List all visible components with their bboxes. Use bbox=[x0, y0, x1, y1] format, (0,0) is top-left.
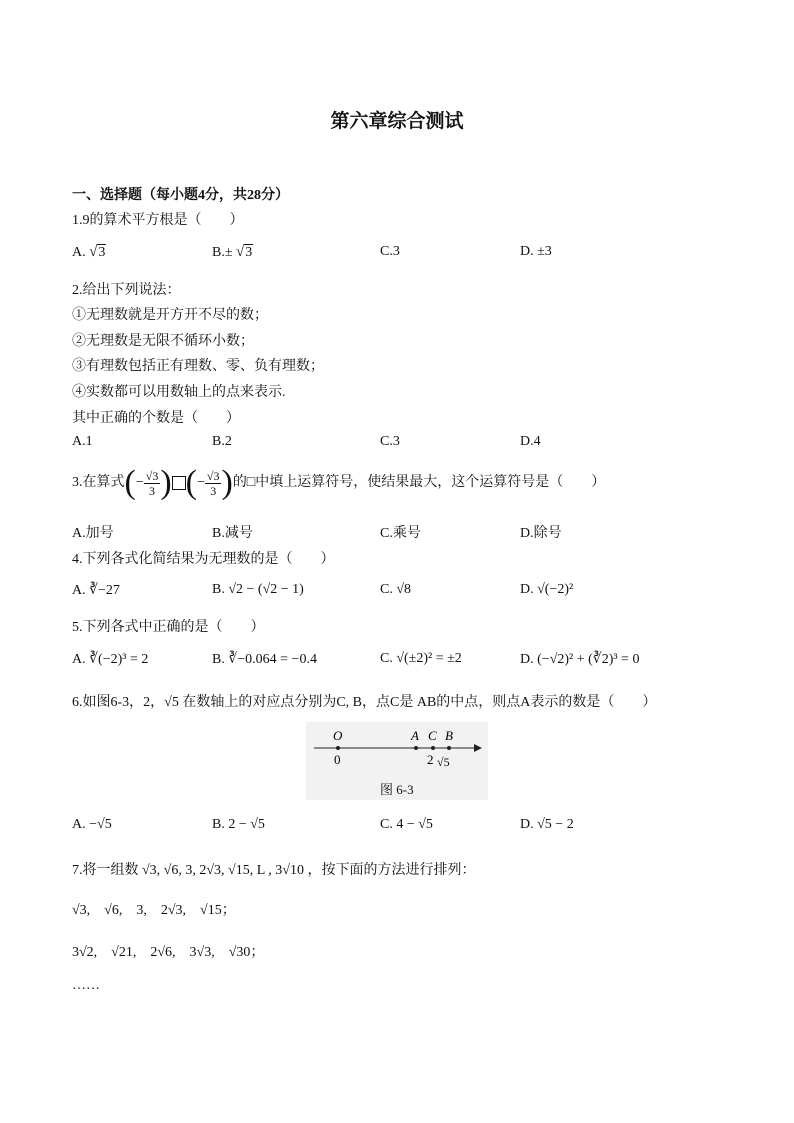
q3-option-a: A.加号 bbox=[72, 526, 114, 541]
q6-option-a: A. −√5 bbox=[72, 817, 112, 832]
label-A: A bbox=[411, 728, 419, 743]
q3-option-c: C.乘号 bbox=[380, 526, 421, 541]
question-2-stem: 2.给出下列说法： bbox=[72, 283, 181, 298]
q6-option-b: B. 2 − √5 bbox=[212, 817, 265, 832]
question-6-stem: 6.如图6-3，2，√5 在数轴上的对应点分别为C, B，点C是 AB的中点，则点A表示的数是（ ） bbox=[72, 695, 657, 710]
fraction: $\frac{√3}{3}$ bbox=[206, 468, 220, 498]
q1-option-b: B.± √3 bbox=[212, 244, 253, 260]
q5-option-d: D. (−√2)² + (∛2)³ = 0 bbox=[520, 652, 640, 667]
section-heading: 一、选择题（每小题4分，共28分） bbox=[72, 188, 289, 203]
q7-row-2: 3√2, √21, 2√6, 3√3, √30； bbox=[72, 945, 265, 960]
q4-option-c: C. √8 bbox=[380, 582, 412, 597]
q3-option-d: D.除号 bbox=[520, 526, 562, 541]
question-7-stem: 7.将一组数 √3, √6, 3, 2√3, √15, L , 3√10 ，按下面的方法进行排列： bbox=[72, 863, 476, 878]
page-title: 第六章综合测试 bbox=[330, 111, 464, 132]
q1-option-d: D. ±3 bbox=[520, 244, 552, 259]
q7-row-3: …… bbox=[72, 978, 100, 993]
q2-option-d: D.4 bbox=[520, 434, 541, 449]
question-4-stem: 4.下列各式化简结果为无理数的是（ ） bbox=[72, 552, 335, 567]
label-B: B bbox=[445, 728, 453, 743]
question-5-stem: 5.下列各式中正确的是（ ） bbox=[72, 620, 265, 635]
blank-box bbox=[172, 476, 186, 490]
q6-option-c: C. 4 − √5 bbox=[380, 817, 433, 832]
fraction: $\frac{√3}{3}$ bbox=[145, 468, 159, 498]
q5-option-c: C. √(±2)² = ±2 bbox=[380, 651, 462, 666]
question-1-stem: 1.9的算术平方根是（ ） bbox=[72, 213, 244, 228]
label-zero: 0 bbox=[334, 752, 341, 767]
q2-statement-3: ③有理数包括正有理数、零、负有理数； bbox=[72, 359, 324, 374]
q2-statement-2: ②无理数是无限不循环小数； bbox=[72, 334, 254, 349]
q4-option-d: D. √(−2)² bbox=[520, 582, 574, 597]
q2-ask: 其中正确的个数是（ ） bbox=[72, 411, 240, 426]
q5-option-b: B. ∛−0.064 = −0.4 bbox=[212, 652, 317, 667]
q2-statement-4: ④实数都可以用数轴上的点来表示. bbox=[72, 385, 286, 400]
q6-option-d: D. √5 − 2 bbox=[520, 817, 574, 832]
q2-option-b: B.2 bbox=[212, 434, 232, 449]
label-C: C bbox=[428, 728, 437, 743]
q2-statement-1: ①无理数就是开方开不尽的数； bbox=[72, 308, 268, 323]
label-two: 2 bbox=[427, 752, 434, 767]
q5-option-a: A. ∛(−2)³ = 2 bbox=[72, 652, 149, 667]
q1-option-a: A. √3 bbox=[72, 244, 106, 260]
figure-caption: 图 6-3 bbox=[380, 782, 414, 797]
label-O: O bbox=[333, 728, 343, 743]
label-sqrt5: √5 bbox=[437, 755, 450, 769]
q1-option-c: C.3 bbox=[380, 244, 400, 259]
q7-row-1: √3, √6, 3, 2√3, √15； bbox=[72, 903, 236, 918]
q4-option-a: A. ∛−27 bbox=[72, 583, 120, 598]
q2-option-a: A.1 bbox=[72, 434, 93, 449]
question-3-stem: 3.在算式(− $\frac{√3}{3}$ ) (− $\frac{√3}{3}$ )的□中填上运算符号，使结果最大，这个运算符号是（ ） bbox=[72, 464, 606, 501]
q4-option-b: B. √2 − (√2 − 1) bbox=[212, 582, 304, 597]
q2-option-c: C.3 bbox=[380, 434, 400, 449]
q3-option-b: B.减号 bbox=[212, 526, 253, 541]
